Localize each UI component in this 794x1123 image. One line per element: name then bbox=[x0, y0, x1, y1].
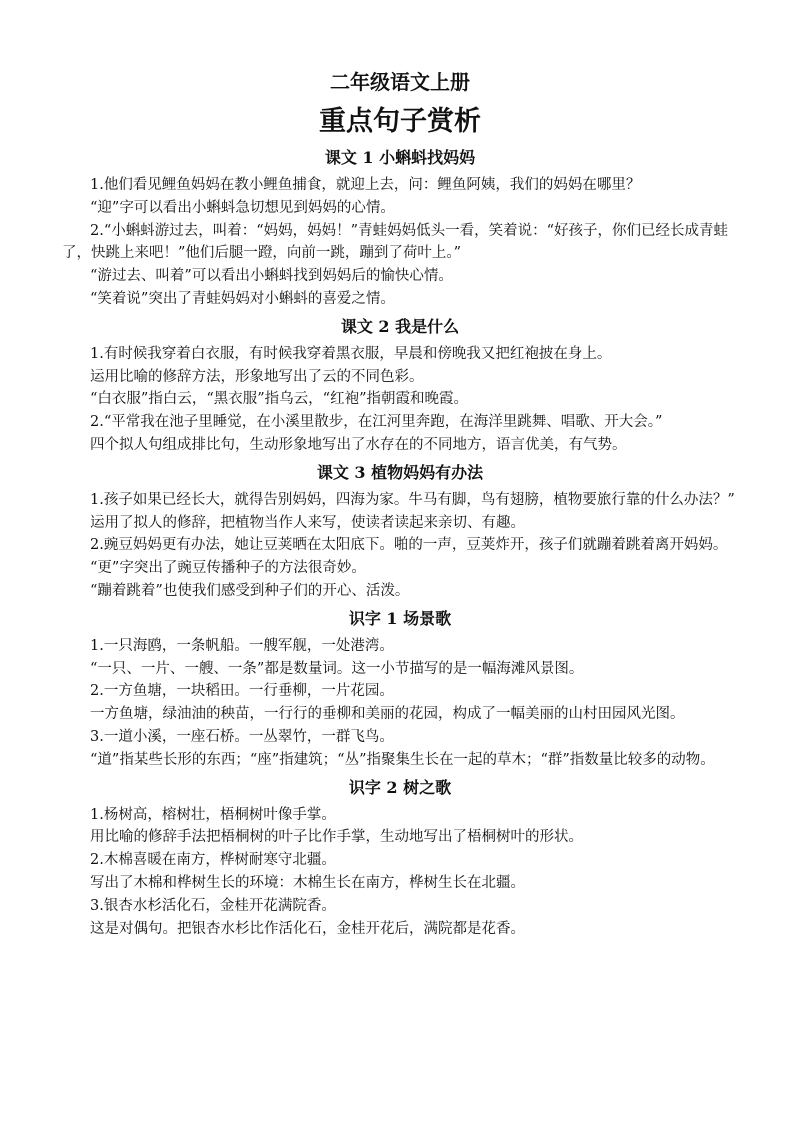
section-line: 2.“小蝌蚪游过去，叫着：“妈妈，妈妈！”青蛙妈妈低头一看，笑着说：“好孩子，你们已经长成青蛙了，快跳上来吧！”他们后腿一蹬，向前一跳，蹦到了荷叶上。” bbox=[62, 222, 728, 262]
section-lesson-1 bbox=[62, 146, 738, 311]
section-lesson-3 bbox=[62, 461, 738, 603]
section-line: 四个拟人句组成排比句，生动形象地写出了水存在的不同地方，语言优美，有气势。 bbox=[90, 436, 627, 453]
document-title: 二年级语文上册 bbox=[330, 70, 470, 94]
section-title: 课文 3 植物妈妈有办法 bbox=[316, 462, 484, 482]
document-page bbox=[62, 68, 738, 940]
section-line: “更”字突出了豌豆传播种子的方法很奇妙。 bbox=[90, 560, 366, 577]
section-line: “迎”字可以看出小蝌蚪急切想见到妈妈的心情。 bbox=[90, 199, 395, 216]
section-line: 2.“平常我在池子里睡觉，在小溪里散步，在江河里奔跑，在海洋里跳舞、唱歌、开大会。” bbox=[90, 414, 663, 431]
section-line: 3.一道小溪，一座石桥。一丛翠竹，一群飞鸟。 bbox=[90, 728, 394, 745]
section-line: 写出了木棉和桦树生长的环境：木棉生长在南方，桦树生长在北疆。 bbox=[90, 874, 525, 891]
section-literacy-1 bbox=[62, 607, 738, 772]
section-line: “一只、一片、一艘、一条”都是数量词。这一小节描写的是一幅海滩风景图。 bbox=[90, 660, 584, 677]
section-line: 3.银杏水杉活化石，金桂开花满院香。 bbox=[90, 897, 336, 914]
section-line: 1.一只海鸥，一条帆船。一艘军舰，一处港湾。 bbox=[90, 637, 394, 654]
section-literacy-2 bbox=[62, 776, 738, 941]
section-line: 运用比喻的修辞方法，形象地写出了云的不同色彩。 bbox=[90, 368, 424, 385]
section-line: 1.杨树高，榕树壮，梧桐树叶像手掌。 bbox=[90, 806, 336, 823]
section-title: 识字 1 场景歌 bbox=[348, 608, 452, 628]
section-line: “白衣服”指白云，“黑衣服”指乌云，“红袍”指朝霞和晚霞。 bbox=[90, 391, 468, 408]
document-subtitle: 重点句子赏析 bbox=[319, 106, 481, 137]
section-line: “蹦着跳着”也使我们感受到种子们的开心、活泼。 bbox=[90, 582, 410, 599]
section-line: “游过去、叫着”可以看出小蝌蚪找到妈妈后的愉快心情。 bbox=[90, 268, 453, 285]
section-line: 1.孩子如果已经长大，就得告别妈妈，四海为家。牛马有脚，鸟有翅膀，植物要旅行靠的什么办法？” bbox=[90, 491, 735, 508]
section-title: 课文 2 我是什么 bbox=[340, 316, 460, 336]
section-title: 识字 2 树之歌 bbox=[348, 777, 452, 797]
section-lesson-2 bbox=[62, 315, 738, 457]
section-line: 2.豌豆妈妈更有办法，她让豆荚晒在太阳底下。啪的一声，豆荚炸开，孩子们就蹦着跳着离开妈妈。 bbox=[90, 537, 728, 554]
section-line: 1.他们看见鲤鱼妈妈在教小鲤鱼捕食，就迎上去，问：鲤鱼阿姨，我们的妈妈在哪里？ bbox=[90, 177, 641, 193]
section-line: “道”指某些长形的东西；“座”指建筑；“丛”指聚集生长在一起的草木；“群”指数量比较多的动物。 bbox=[90, 751, 715, 768]
section-line: 这是对偶句。把银杏水杉比作活化石，金桂开花后，满院都是花香。 bbox=[90, 920, 525, 937]
section-line: 一方鱼塘，绿油油的秧苗，一行行的垂柳和美丽的花园，构成了一幅美丽的山村田园风光图。 bbox=[90, 706, 685, 723]
section-line: “笑着说”突出了青蛙妈妈对小蝌蚪的喜爱之情。 bbox=[90, 290, 395, 307]
section-line: 用比喻的修辞手法把梧桐树的叶子比作手掌，生动地写出了梧桐树叶的形状。 bbox=[90, 829, 583, 846]
section-line: 2.一方鱼塘，一块稻田。一行垂柳，一片花园。 bbox=[90, 683, 394, 700]
section-line: 2.木棉喜暖在南方，桦树耐寒守北疆。 bbox=[90, 852, 336, 869]
section-line: 运用了拟人的修辞，把植物当作人来写，使读者读起来亲切、有趣。 bbox=[90, 514, 525, 531]
section-line: 1.有时候我穿着白衣服，有时候我穿着黑衣服，早晨和傍晚我又把红袍披在身上。 bbox=[90, 345, 612, 362]
section-title: 课文 1 小蝌蚪找妈妈 bbox=[324, 148, 476, 167]
